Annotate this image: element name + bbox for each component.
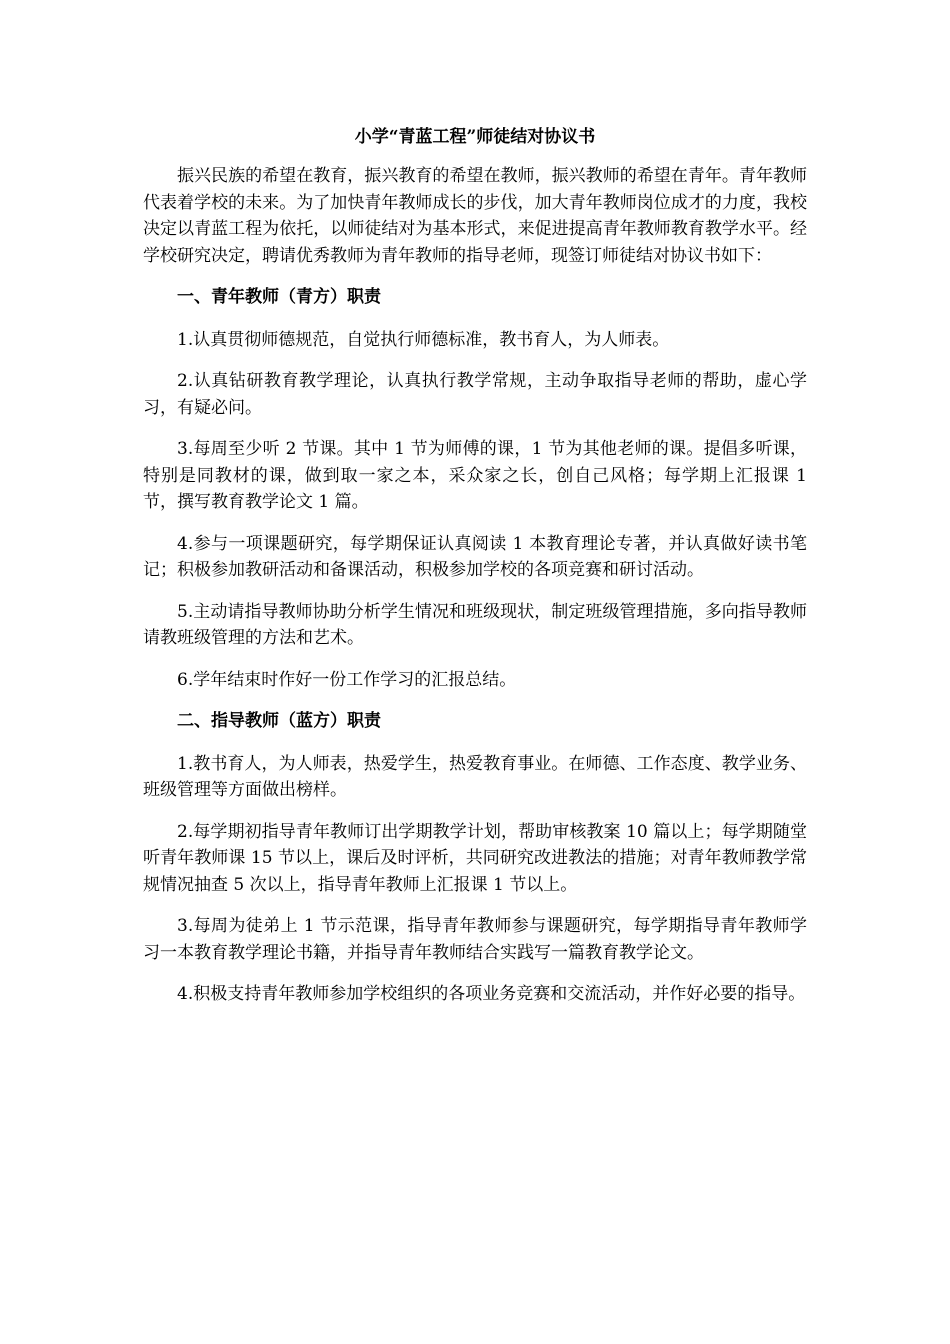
- document-title: 小学“青蓝工程”师徒结对协议书: [354, 127, 596, 147]
- intro-paragraph: 振兴民族的希望在教育，振兴教育的希望在教师，振兴教师的希望在青年。青年教师代表着学校的未来。为了加快青年教师成长的步伐，加大青年教师岗位成才的力度，我校决定以青蓝工程为依托，以师徒结对为基本形式，来促进提高青年教师教育教学水平。经学校研究决定，聘请优秀教师为青年教师的指导老师，现签订师徒结对协议书如下：: [143, 166, 807, 266]
- mentor-duty-1: 1.教书育人，为人师表，热爱学生，热爱教育事业。在师德、工作态度、教学业务、班级管理等方面做出榜样。: [143, 753, 807, 800]
- mentor-duty-3: 3.每周为徒弟上 1 节示范课，指导青年教师参与课题研究，每学期指导青年教师学习一本教育教学理论书籍，并指导青年教师结合实践写一篇教育教学论文。: [143, 916, 807, 963]
- young-teacher-duty-1: 1.认真贯彻师德规范，自觉执行师德标准，教书育人，为人师表。: [177, 329, 670, 350]
- section-heading-young-teacher: 一、青年教师（青方）职责: [177, 287, 381, 307]
- young-teacher-duty-2: 2.认真钻研教育教学理论，认真执行教学常规，主动争取指导老师的帮助，虚心学习，有疑必问。: [143, 371, 807, 418]
- young-teacher-duty-3: 3.每周至少听 2 节课。其中 1 节为师傅的课，1 节为其他老师的课。提倡多听课，特别是同教材的课，做到取一家之本，采众家之长，创自己风格；每学期上汇报课 1 节，撰写教育教学论文 1 篇。: [143, 439, 807, 512]
- mentor-duty-2: 2.每学期初指导青年教师订出学期教学计划，帮助审核教案 10 篇以上；每学期随堂听青年教师课 15 节以上，课后及时评析，共同研究改进教法的措施；对青年教师教学常规情况抽查 5 次以上，指导青年教师上汇报课 1 节以上。: [143, 821, 807, 895]
- young-teacher-duty-4: 4.参与一项课题研究，每学期保证认真阅读 1 本教育理论专著，并认真做好读书笔记；积极参加教研活动和备课活动，积极参加学校的各项竞赛和研讨活动。: [143, 533, 807, 580]
- section-heading-mentor: 二、指导教师（蓝方）职责: [177, 711, 381, 731]
- mentor-duty-4: 4.积极支持青年教师参加学校组织的各项业务竞赛和交流活动，并作好必要的指导。: [177, 984, 806, 1004]
- document-page: [143, 126, 807, 1023]
- young-teacher-duty-6: 6.学年结束时作好一份工作学习的汇报总结。: [177, 669, 517, 690]
- young-teacher-duty-5: 5.主动请指导教师协助分析学生情况和班级现状，制定班级管理措施，多向指导教师请教班级管理的方法和艺术。: [143, 601, 807, 648]
